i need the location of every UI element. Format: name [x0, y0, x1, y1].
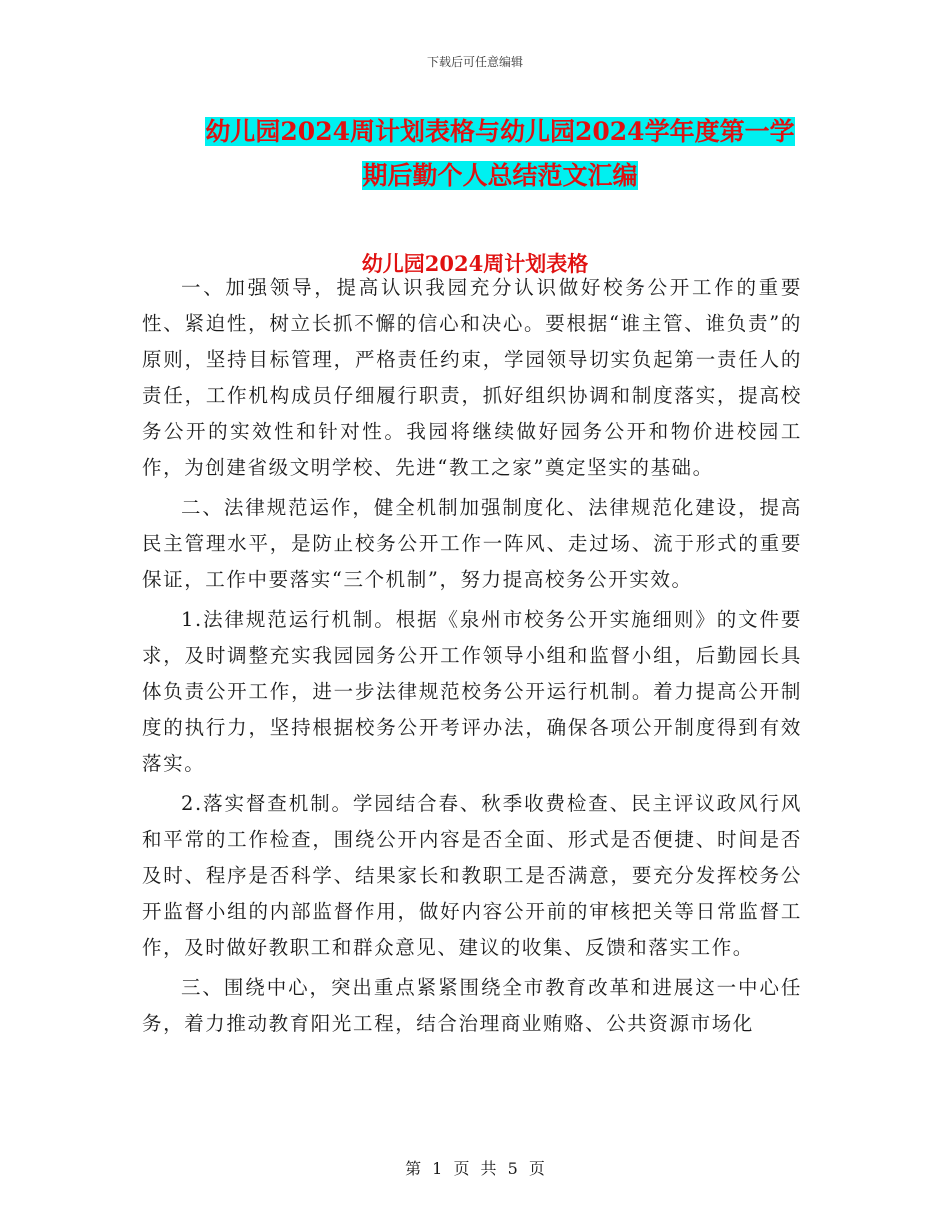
- paragraph: 二、法律规范运作，健全机制加强制度化、法律规范化建设，提高民主管理水平，是防止校务公开工作一阵风、走过场、流于形式的重要保证，工作中要落实“三个机制”，努力提高校务公开实效。: [142, 496, 802, 591]
- paragraph: 2.落实督查机制。学园结合春、秋季收费检查、民主评议政风行风和平常的工作检查，围绕公开内容是否全面、形式是否便捷、时间是否及时、程序是否科学、结果家长和教职工是否满意，要充分发挥校务公开监督小组的内部监督作用，做好内容公开前的审核把关等日常监督工作，及时做好教职工和群众意见、建议的收集、反馈和落实工作。: [142, 792, 802, 959]
- main-title: [190, 110, 810, 198]
- main-title-line-2: 期后勤个人总结范文汇编: [362, 161, 638, 190]
- paragraph: 1.法律规范运行机制。根据《泉州市校务公开实施细则》的文件要求，及时调整充实我园园务公开工作领导小组和监督小组，后勤园长具体负责公开工作，进一步法律规范校务公开运行机制。着力提高公开制度的执行力，坚持根据校务公开考评办法，确保各项公开制度得到有效落实。: [142, 608, 802, 775]
- page-footer: 第 1 页 共 5 页: [405, 1159, 545, 1178]
- paragraph: 三、围绕中心，突出重点紧紧围绕全市教育改革和进展这一中心任务，着力推动教育阳光工程，结合治理商业贿赂、公共资源市场化: [142, 976, 802, 1035]
- main-title-line-1: 幼儿园2024周计划表格与幼儿园2024学年度第一学: [205, 117, 795, 146]
- header-note: 下载后可任意编辑: [426, 55, 523, 69]
- paragraph: 一、加强领导，提高认识我园充分认识做好校务公开工作的重要性、紧迫性，树立长抓不懈的信心和决心。要根据“谁主管、谁负责”的原则，坚持目标管理，严格责任约束，学园领导切实负起第一责任人的责任，工作机构成员仔细履行职责，抓好组织协调和制度落实，提高校务公开的实效性和针对性。我园将继续做好园务公开和物价进校园工作，为创建省级文明学校、先进“教工之家”奠定坚实的基础。: [142, 276, 802, 479]
- body-text: [142, 270, 802, 1046]
- section-title: 幼儿园2024周计划表格: [361, 251, 589, 276]
